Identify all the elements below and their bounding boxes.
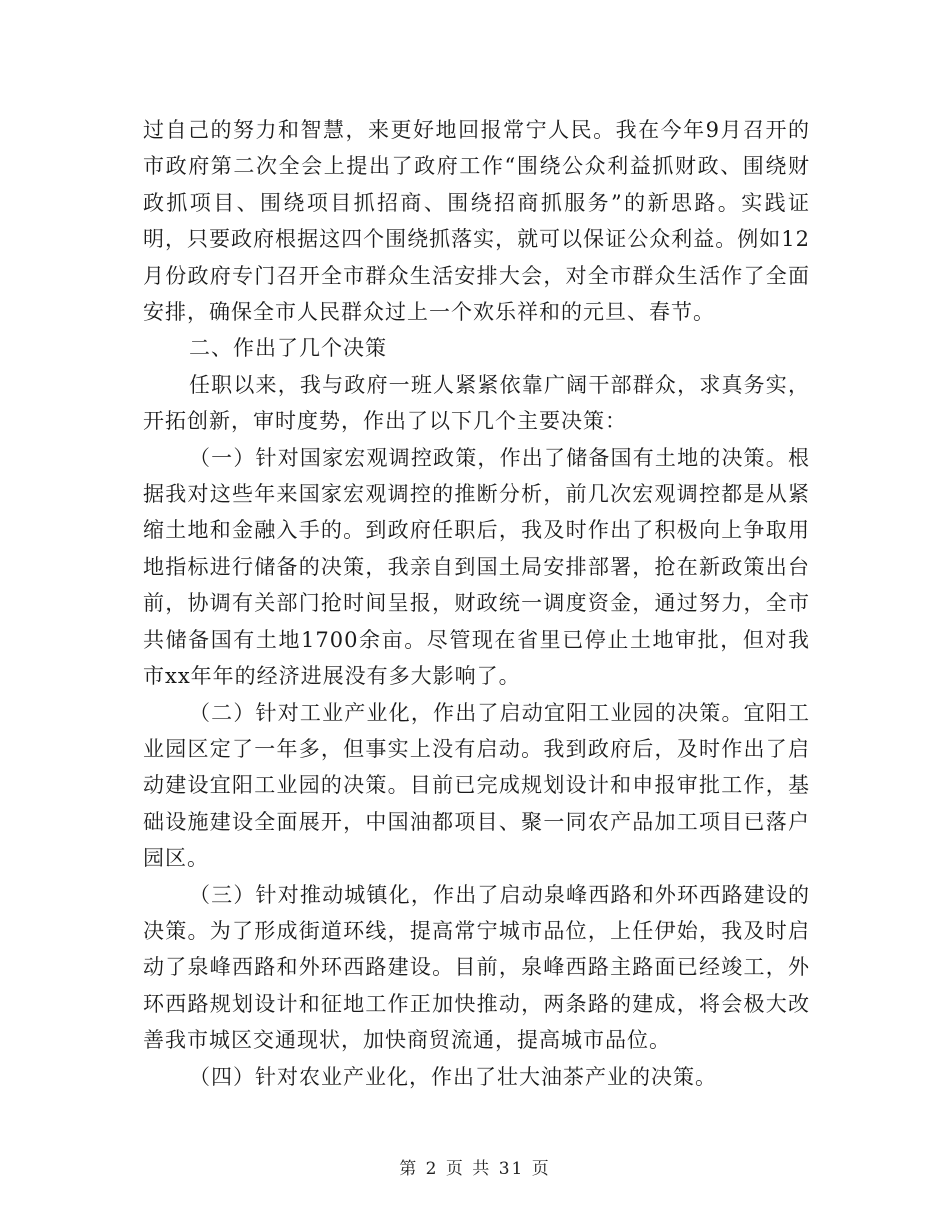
paragraph-decision-2: （二）针对工业产业化，作出了启动宜阳工业园的决策。宜阳工业园区定了一年多，但事实上没有启动。我到政府后，及时作出了启动建设宜阳工业园的决策。目前已完成规划设计和申报审批工作，基础设施建设全面展开，中国油都项目、聚一同农产品加工项目已落户园区。	[143, 700, 810, 871]
paragraph-intro: 任职以来，我与政府一班人紧紧依靠广阔干部群众，求真务实，开拓创新，审时度势，作出了以下几个主要决策：	[143, 372, 810, 434]
page-number-footer: 第 2 页 共 31 页	[399, 1159, 551, 1179]
document-body	[143, 112, 810, 1095]
paragraph-continuation: 过自己的努力和智慧，来更好地回报常宁人民。我在今年9月召开的市政府第二次全会上提出了政府工作“围绕公众利益抓财政、围绕财政抓项目、围绕项目抓招商、围绕招商抓服务”的新思路。实践证明，只要政府根据这四个围绕抓落实，就可以保证公众利益。例如12月份政府专门召开全市群众生活安排大会，对全市群众生活作了全面安排，确保全市人民群众过上一个欢乐祥和的元旦、春节。	[143, 118, 810, 325]
paragraph-decision-3: （三）针对推动城镇化，作出了启动泉峰西路和外环西路建设的决策。为了形成街道环线，提高常宁城市品位，上任伊始，我及时启动了泉峰西路和外环西路建设。目前，泉峰西路主路面已经竣工，外环西路规划设计和征地工作正加快推动，两条路的建成，将会极大改善我市城区交通现状，加快商贸流通，提高城市品位。	[143, 882, 810, 1053]
section-heading: 二、作出了几个决策	[189, 336, 387, 361]
paragraph-decision-1: （一）针对国家宏观调控政策，作出了储备国有土地的决策。根据我对这些年来国家宏观调控的推断分析，前几次宏观调控都是从紧缩土地和金融入手的。到政府任职后，我及时作出了积极向上争取用地指标进行储备的决策，我亲自到国土局安排部署，抢在新政策出台前，协调有关部门抢时间呈报，财政统一调度资金，通过努力，全市共储备国有土地1700余亩。尽管现在省里已停止土地审批，但对我市xx年年的经济进展没有多大影响了。	[143, 445, 810, 689]
paragraph-decision-4: （四）针对农业产业化，作出了壮大油茶产业的决策。	[189, 1064, 717, 1089]
